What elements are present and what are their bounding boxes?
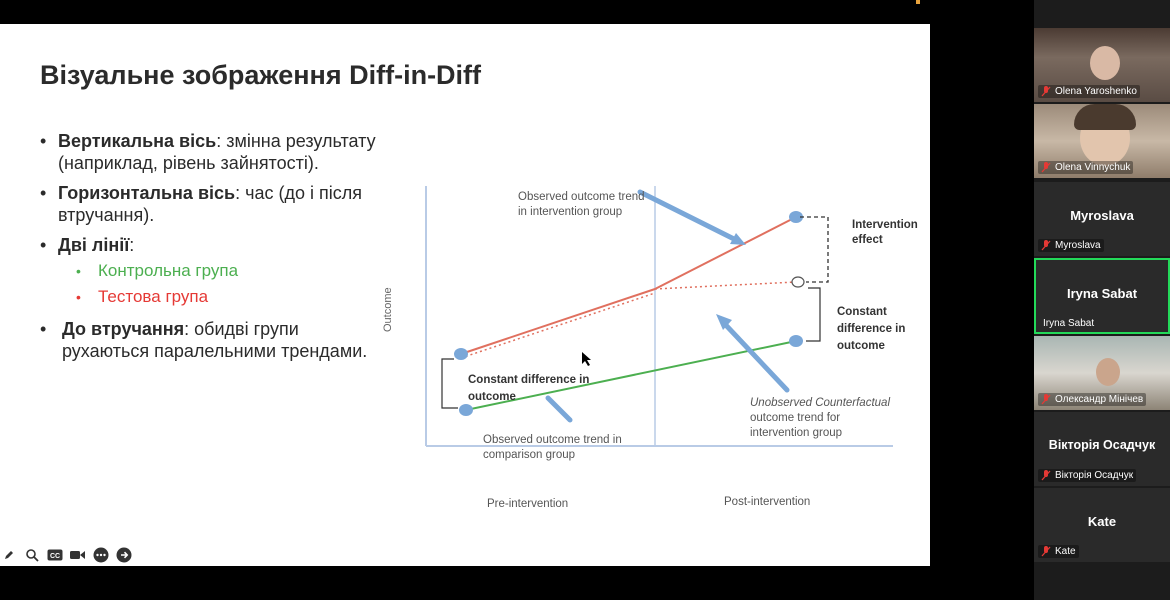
label-constant-difference-right: Constant difference in outcome xyxy=(837,306,906,352)
participant-tile[interactable] xyxy=(1034,336,1170,410)
participant-display-name: Kate xyxy=(1087,514,1117,529)
mic-off-icon xyxy=(1041,546,1051,557)
label-observed-comparison: Observed outcome trend in comparison group xyxy=(483,434,622,461)
x-label-pre: Pre-intervention xyxy=(487,498,569,510)
bullet-text: : обидві групи рухаються паралельними трендами. xyxy=(62,319,368,361)
participant-face xyxy=(1090,46,1120,80)
participant-name: Kate xyxy=(1055,546,1076,557)
mic-off-icon xyxy=(1041,162,1051,173)
participant-display-name: Вікторія Осадчук xyxy=(1048,438,1156,452)
point-intervention-pre xyxy=(454,348,468,360)
sub-bullet-control: • Контрольна група xyxy=(38,258,378,284)
participant-label xyxy=(1038,85,1140,98)
participant-name: Iryna Sabat xyxy=(1043,318,1095,329)
constant-diff-bracket-right xyxy=(806,288,820,341)
next-icon[interactable] xyxy=(115,547,133,563)
bullet-text: : час (до і після втручання). xyxy=(58,183,362,225)
intervention-line-post xyxy=(655,217,796,289)
bullet-bold: Дві лінії xyxy=(58,235,130,255)
arrow-counterfactual xyxy=(722,321,787,390)
bullet-bold: До втручання xyxy=(62,319,185,339)
mic-off-icon xyxy=(1041,86,1051,97)
constant-diff-bracket-left xyxy=(442,359,458,408)
more-icon[interactable] xyxy=(92,547,110,563)
intervention-dotted-pre xyxy=(461,293,655,358)
bullet-before-intervention xyxy=(38,318,378,362)
point-comparison-post xyxy=(789,335,803,347)
participant-name: Olena Yaroshenko xyxy=(1055,86,1137,97)
video-icon[interactable] xyxy=(69,547,87,563)
participant-tile[interactable] xyxy=(1034,182,1170,256)
cc-icon[interactable] xyxy=(46,547,64,563)
participant-tile[interactable] xyxy=(1034,488,1170,562)
participant-name: Olena Vinnychuk xyxy=(1055,162,1131,173)
participant-label xyxy=(1038,393,1146,406)
bullet-text: : xyxy=(129,235,135,255)
bullet-vertical-axis xyxy=(38,130,378,174)
x-label-post: Post-intervention xyxy=(724,496,811,508)
y-axis-label: Outcome xyxy=(382,287,394,332)
label-constant-difference-left: Constant difference in outcome xyxy=(468,374,590,403)
label-intervention-effect: Intervention effect xyxy=(852,219,918,246)
bullet-bold: Вертикальна вісь xyxy=(58,131,217,151)
label-unobserved-counterfactual: Unobserved Counterfactual xyxy=(750,397,890,409)
label-observed-intervention: Observed outcome trend in intervention group xyxy=(518,191,645,218)
counterfactual-line xyxy=(655,282,796,289)
point-counterfactual xyxy=(792,277,804,287)
participant-hair xyxy=(1074,104,1136,130)
participant-name: Вікторія Осадчук xyxy=(1055,470,1134,481)
participant-label xyxy=(1038,239,1104,252)
pen-icon[interactable] xyxy=(0,547,18,563)
intervention-effect-bracket xyxy=(800,217,828,282)
participant-name: Олександр Мінічев xyxy=(1055,394,1144,405)
participant-face xyxy=(1096,358,1120,386)
participant-label xyxy=(1038,469,1136,482)
bullet-text: : змінна результату (наприклад, рівень зайнятості). xyxy=(58,131,376,173)
sub-bullet-test: • Тестова група xyxy=(38,284,378,310)
top-bar xyxy=(0,0,930,24)
participant-label xyxy=(1038,161,1133,174)
participant-display-name: Iryna Sabat xyxy=(1066,286,1138,301)
mic-off-icon xyxy=(1041,470,1051,481)
bottom-bar xyxy=(0,566,930,600)
search-icon[interactable] xyxy=(23,547,41,563)
bullet-two-lines xyxy=(38,234,378,256)
participant-label xyxy=(1038,545,1079,558)
mic-off-icon xyxy=(1041,240,1051,251)
svg-text:CC: CC xyxy=(49,553,61,560)
intervention-line-pre xyxy=(461,289,655,354)
participant-tile[interactable] xyxy=(1034,104,1170,178)
mic-off-icon xyxy=(1041,394,1051,405)
shared-slide xyxy=(0,24,930,566)
participant-label xyxy=(1040,317,1097,330)
bullet-list xyxy=(38,130,378,370)
presentation-toolbar xyxy=(0,546,133,564)
panel-gap xyxy=(930,0,1034,600)
participant-display-name: Myroslava xyxy=(1070,208,1134,223)
label-counterfactual-rest: outcome trend for intervention group xyxy=(750,412,843,439)
mouse-cursor xyxy=(582,352,591,366)
bullet-bold: Горизонтальна вісь xyxy=(58,183,236,203)
indicator-dot xyxy=(916,0,920,4)
slide-title: Візуальне зображення Diff-in-Diff xyxy=(40,60,482,90)
participant-name: Myroslava xyxy=(1055,240,1101,251)
did-diagram xyxy=(380,144,930,524)
bullet-horizontal-axis xyxy=(38,182,378,226)
participant-tile[interactable] xyxy=(1034,412,1170,486)
participant-tile[interactable] xyxy=(1034,28,1170,102)
sub-bullet-list xyxy=(38,258,378,310)
participant-tile-active[interactable] xyxy=(1034,258,1170,334)
